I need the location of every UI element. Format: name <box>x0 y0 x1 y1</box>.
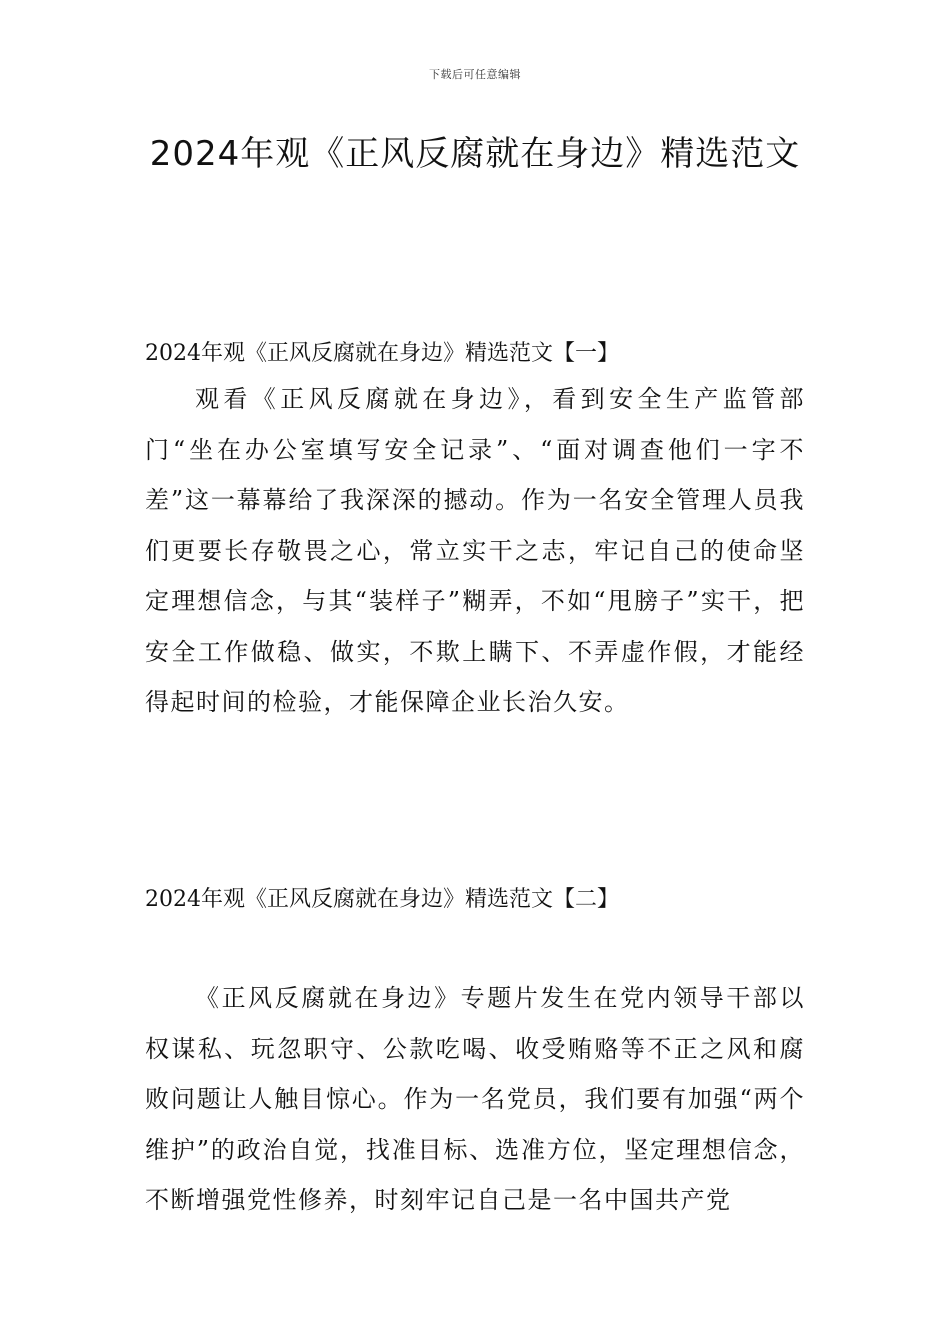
section-body-2: 《正风反腐就在身边》专题片发生在党内领导干部以权谋私、玩忽职守、公款吃喝、收受贿赂等不正之风和腐败问题让人触目惊心。作为一名党员，我们要有加强“两个维护”的政治自觉，找准目标、选准方位，坚定理想信念，不断增强党性修养，时刻牢记自己是一名中国共产党 <box>145 984 805 1214</box>
section-body-1: 观看《正风反腐就在身边》，看到安全生产监管部门“坐在办公室填写安全记录”、“面对调查他们一字不差”这一幕幕给了我深深的撼动。作为一名安全管理人员我们更要长存敬畏之心，常立实干之志，牢记自己的使命坚定理想信念，与其“装样子”糊弄，不如“甩膀子”实干，把安全工作做稳、做实，不欺上瞒下、不弄虚作假，才能经得起时间的检验，才能保障企业长治久安。 <box>145 385 805 716</box>
section-heading-1: 2024年观《正风反腐就在身边》精选范文【一】 <box>145 341 619 366</box>
document-title: 2024年观《正风反腐就在身边》精选范文 <box>149 134 801 174</box>
section-heading-2: 2024年观《正风反腐就在身边》精选范文【二】 <box>145 887 619 912</box>
header-note: 下载后可任意编辑 <box>429 68 521 81</box>
